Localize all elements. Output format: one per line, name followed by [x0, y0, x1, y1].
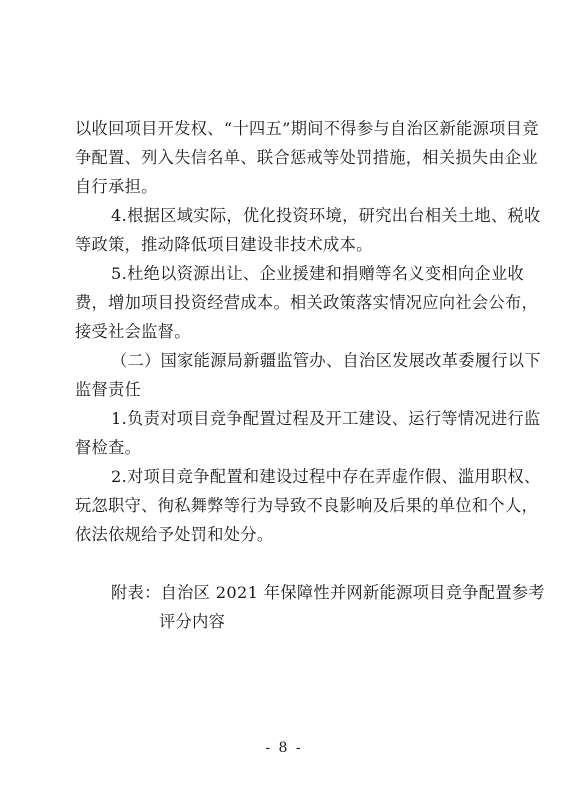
section-heading-line: 监督责任 — [75, 380, 142, 399]
paragraph-line: 以收回项目开发权、“十四五”期间不得参与自治区新能源项目竞 — [75, 119, 539, 138]
paragraph-line: 自行承担。 — [75, 177, 158, 196]
paragraph-line: 5.杜绝以资源出让、企业援建和捐赠等名义变相向企业收 — [111, 264, 525, 283]
paragraph-line: 争配置、列入失信名单、联合惩戒等处罚措施，相关损失由企业 — [75, 148, 539, 167]
attachment-line: 附表：自治区 2021 年保障性并网新能源项目竞争配置参考 — [111, 583, 545, 602]
paragraph-line: 等政策，推动降低项目建设非技术成本。 — [75, 235, 373, 254]
paragraph-line: 费，增加项目投资经营成本。相关政策落实情况应向社会公布， — [75, 293, 539, 312]
paragraph-line: 督检查。 — [75, 438, 142, 457]
section-heading-line: （二）国家能源局新疆监管办、自治区发展改革委履行以下 — [111, 351, 541, 370]
attachment-line: 评分内容 — [159, 612, 226, 631]
paragraph-line: 玩忽职守、徇私舞弊等行为导致不良影响及后果的单位和个人， — [75, 496, 539, 515]
page-number: - 8 - — [265, 740, 303, 756]
paragraph-line: 接受社会监督。 — [75, 322, 191, 341]
paragraph-line: 依法依规给予处罚和处分。 — [75, 525, 274, 544]
paragraph-line: 1.负责对项目竞争配置过程及开工建设、运行等情况进行监 — [111, 409, 541, 428]
paragraph-line: 2.对项目竞争配置和建设过程中存在弄虚作假、滥用职权、 — [111, 467, 541, 486]
paragraph-line: 4.根据区域实际，优化投资环境，研究出台相关土地、税收 — [111, 206, 541, 225]
